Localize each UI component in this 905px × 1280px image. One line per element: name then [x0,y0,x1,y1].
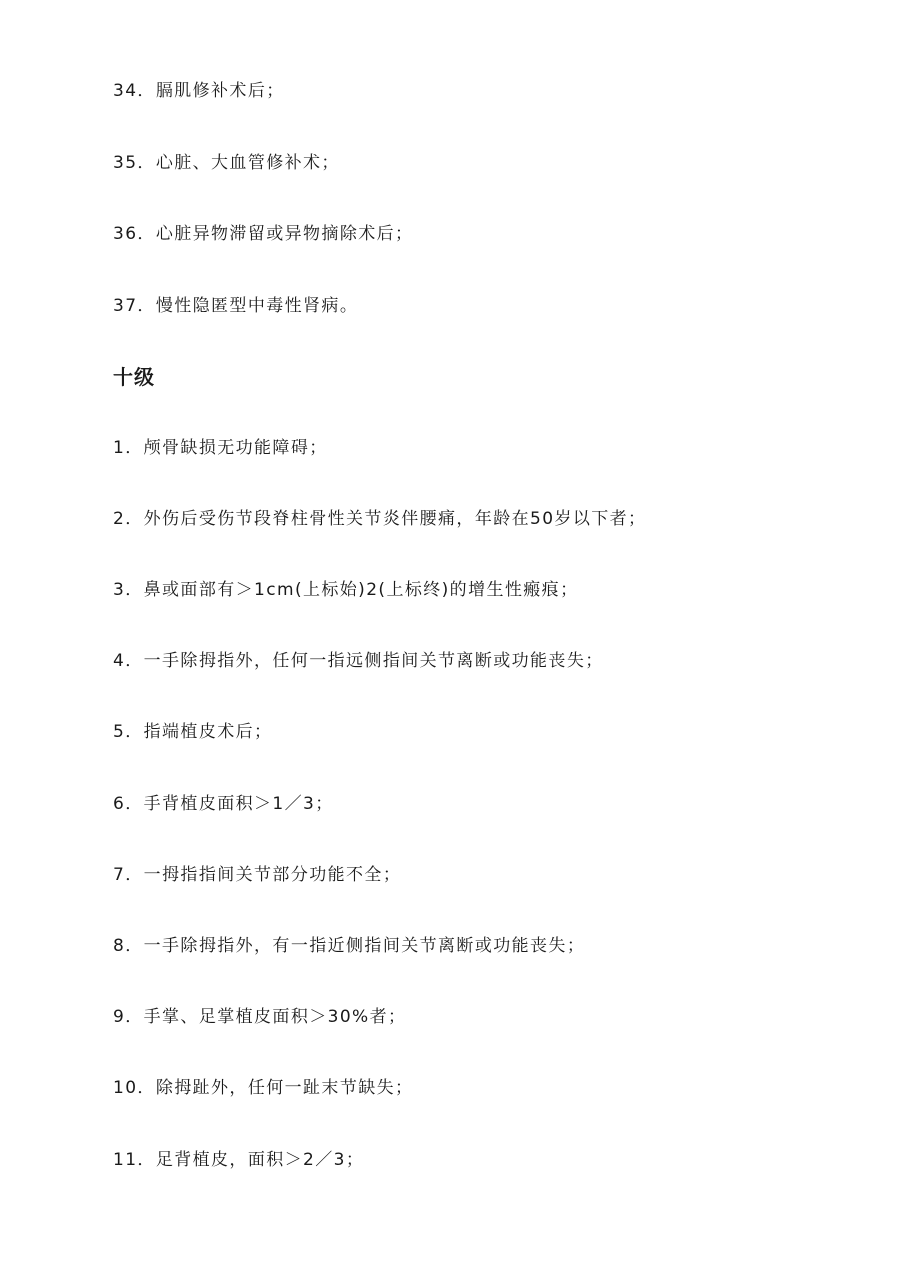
list-item: 35．心脏、大血管修补术； [113,153,340,173]
list-item: 9．手掌、足掌植皮面积＞30%者； [113,1007,407,1027]
list-item: 6．手背植皮面积＞1／3； [113,794,334,814]
list-item: 34．膈肌修补术后； [113,81,285,101]
list-item: 3．鼻或面部有＞1cm(上标始)2(上标终)的增生性瘢痕； [113,580,579,600]
list-item: 37．慢性隐匿型中毒性肾病。 [113,296,359,316]
list-item: 4．一手除拇指外，任何一指远侧指间关节离断或功能丧失； [113,651,604,671]
list-item: 10．除拇趾外，任何一趾末节缺失； [113,1078,414,1098]
list-item: 2．外伤后受伤节段脊柱骨性关节炎伴腰痛，年龄在50岁以下者； [113,509,647,529]
list-item: 1．颅骨缺损无功能障碍； [113,438,328,458]
list-item: 5．指端植皮术后； [113,722,273,742]
section-heading: 十级 [113,365,155,389]
list-item: 36．心脏异物滞留或异物摘除术后； [113,224,414,244]
list-item: 7．一拇指指间关节部分功能不全； [113,865,402,885]
list-item: 11．足背植皮，面积＞2／3； [113,1150,365,1170]
list-item: 8．一手除拇指外，有一指近侧指间关节离断或功能丧失； [113,936,586,956]
